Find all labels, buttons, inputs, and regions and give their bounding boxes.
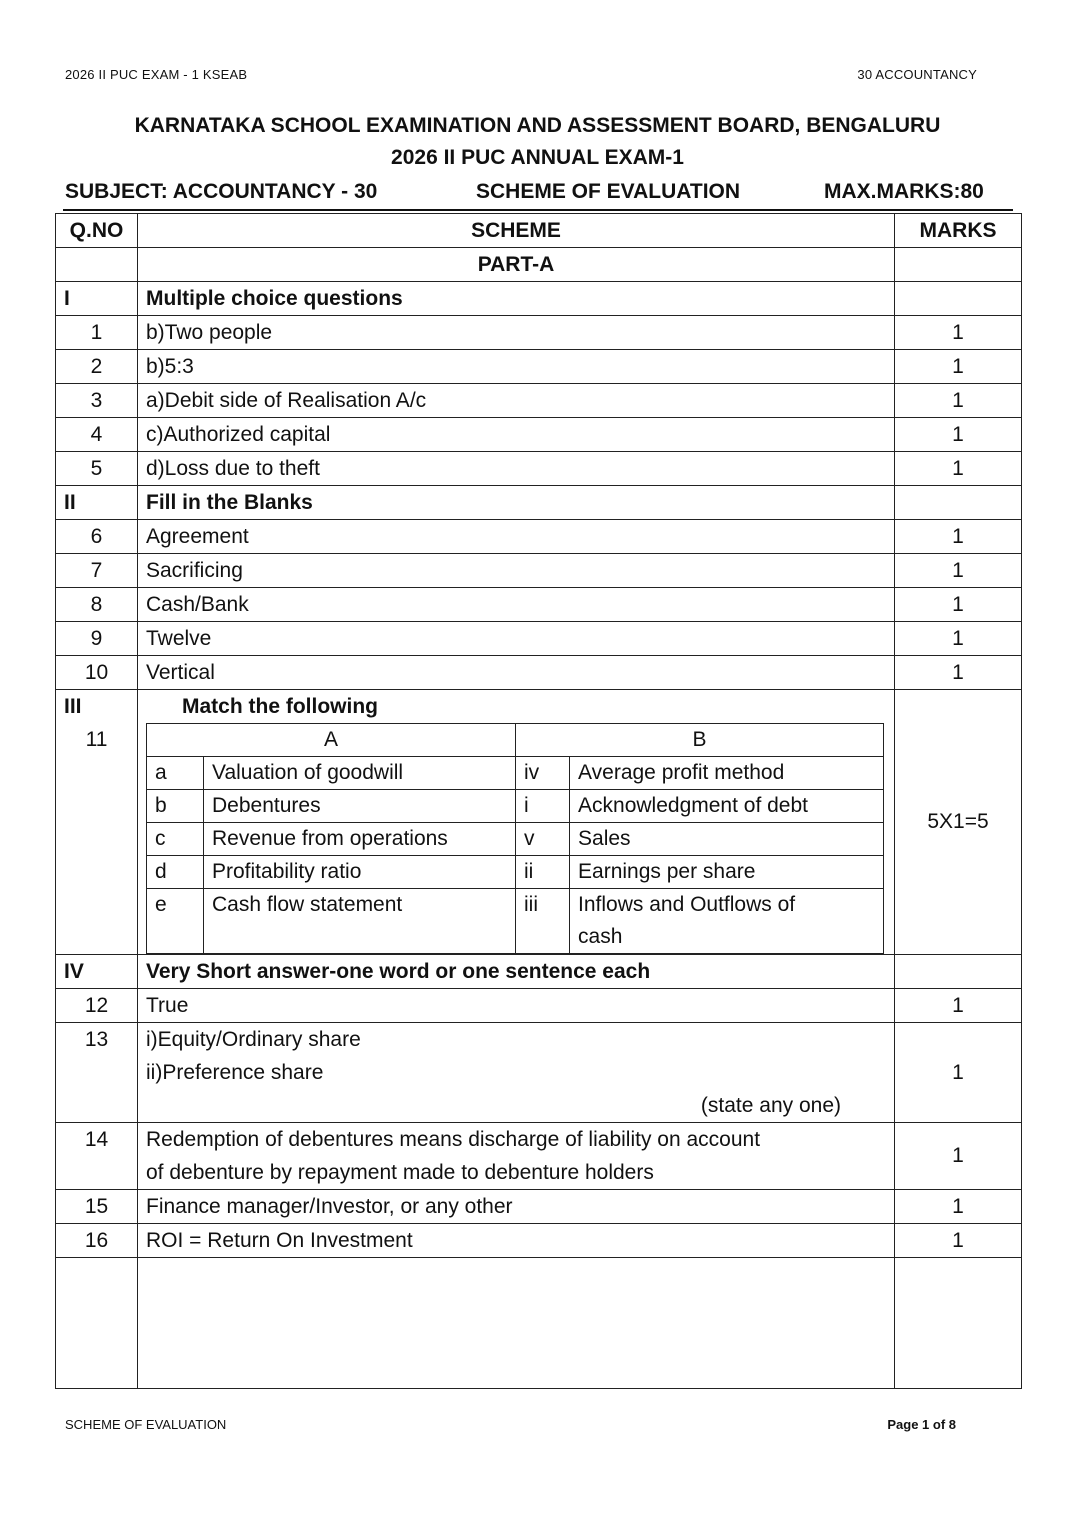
exam-title: 2026 II PUC ANNUAL EXAM-1 [391,146,684,169]
column-a-header: A [147,724,516,757]
subject-label: SUBJECT: ACCOUNTANCY - 30 [65,180,378,203]
question-number: 8 [56,588,138,622]
section-title: Match the following [182,695,378,718]
section-number: IV [56,955,138,989]
table-row [56,520,1022,554]
question-number: 2 [56,350,138,384]
question-number: 11 [85,728,108,751]
item-b: Acknowledgment of debt [570,790,884,823]
subject-underline [63,209,1013,211]
table-row [56,350,1022,384]
marks-value: 1 [895,418,1022,452]
numeral-b: iv [516,757,570,790]
marks-value: 1 [895,452,1022,486]
question-number: 4 [56,418,138,452]
table-row [56,418,1022,452]
max-marks-label: MAX.MARKS:80 [824,180,984,203]
letter-a: d [147,856,204,889]
letter-a: e [147,889,204,954]
item-a: Cash flow statement [204,889,516,954]
marks-value: 1 [895,384,1022,418]
section-title: Multiple choice questions [138,282,895,316]
table-row [56,656,1022,690]
numeral-b: ii [516,856,570,889]
letter-a: a [147,757,204,790]
answer-text: Agreement [138,520,895,554]
answer-text: b)Two people [138,316,895,350]
item-a: Debentures [204,790,516,823]
part-row [56,248,1022,282]
question-number: 14 [56,1123,138,1190]
table-header-row [56,214,1022,248]
section-title: Very Short answer-one word or one sentence each [138,955,895,989]
answer-line: of debenture by repayment made to debenture holders [146,1161,654,1184]
item-b: Average profit method [570,757,884,790]
marks-value: 1 [895,554,1022,588]
marks-value: 1 [895,989,1022,1023]
marks-value: 1 [895,1123,1022,1190]
question-number: 13 [56,1023,138,1123]
page-header-right: 30 ACCOUNTANCY [857,67,977,82]
answer-text: Vertical [138,656,895,690]
answer-text: Finance manager/Investor, or any other [138,1190,895,1224]
answer-text: a)Debit side of Realisation A/c [138,384,895,418]
table-row [56,1224,1022,1258]
letter-a: c [147,823,204,856]
table-row [56,588,1022,622]
question-number: 6 [56,520,138,554]
answer-note: (state any one) [700,1094,841,1117]
answer-line: i)Equity/Ordinary share [146,1028,361,1051]
numeral-b: v [516,823,570,856]
board-title: KARNATAKA SCHOOL EXAMINATION AND ASSESSMENT BOARD, BENGALURU [134,114,941,137]
question-number: 3 [56,384,138,418]
table-row [56,554,1022,588]
item-b-multiline [570,889,884,954]
question-number: 15 [56,1190,138,1224]
table-row [56,452,1022,486]
marks-value: 1 [895,656,1022,690]
answer-text: True [138,989,895,1023]
section-number: I [56,282,138,316]
match-row [147,889,884,954]
header-qno: Q.NO [56,214,138,248]
table-row [56,989,1022,1023]
numeral-b: iii [516,889,570,954]
section-number: III [64,695,82,718]
match-table [146,723,884,954]
part-label: PART-A [138,248,895,282]
marks-value: 1 [895,316,1022,350]
match-row [147,790,884,823]
item-b: Sales [570,823,884,856]
header-scheme: SCHEME [138,214,895,248]
marks-value: 1 [895,350,1022,384]
question-number: 7 [56,554,138,588]
question-number: 16 [56,1224,138,1258]
answer-text: d)Loss due to theft [138,452,895,486]
match-row [147,823,884,856]
item-a: Profitability ratio [204,856,516,889]
marks-value: 1 [895,588,1022,622]
evaluation-table [55,213,1022,1389]
answer-text: c)Authorized capital [138,418,895,452]
answer-line: Redemption of debentures means discharge of liability on account [146,1128,761,1151]
answer-text: Sacrificing [138,554,895,588]
question-number: 5 [56,452,138,486]
question-number: 1 [56,316,138,350]
answer-cell [138,1023,895,1123]
item-a: Valuation of goodwill [204,757,516,790]
section-row [56,486,1022,520]
marks-value: 1 [895,520,1022,554]
section-number: II [56,486,138,520]
match-section-row [56,690,1022,955]
item-b-line2: cash [578,925,623,948]
answer-cell [138,1123,895,1190]
match-row [147,856,884,889]
column-b-header: B [516,724,884,757]
section-number-cell [56,690,138,955]
numeral-b: i [516,790,570,823]
table-row [56,1023,1022,1123]
table-row [56,1190,1022,1224]
marks-value: 1 [895,622,1022,656]
match-cell [138,690,895,955]
question-number: 10 [56,656,138,690]
marks-value: 1 [895,1190,1022,1224]
page-number: Page 1 of 8 [887,1417,956,1432]
letter-a: b [147,790,204,823]
section-row [56,955,1022,989]
marks-value: 5X1=5 [895,690,1022,955]
question-number: 9 [56,622,138,656]
header-marks: MARKS [895,214,1022,248]
scheme-label: SCHEME OF EVALUATION [476,180,741,203]
empty-row [56,1258,1022,1389]
answer-text: b)5:3 [138,350,895,384]
item-a: Revenue from operations [204,823,516,856]
item-b: Earnings per share [570,856,884,889]
answer-text: Cash/Bank [138,588,895,622]
table-row [56,1123,1022,1190]
section-row [56,282,1022,316]
marks-value: 1 [895,1224,1022,1258]
match-row [147,757,884,790]
page-header-left: 2026 II PUC EXAM - 1 KSEAB [65,67,248,82]
match-header-row [147,724,884,757]
answer-text: Twelve [138,622,895,656]
table-row [56,316,1022,350]
table-row [56,384,1022,418]
answer-text: ROI = Return On Investment [138,1224,895,1258]
item-b-line1: Inflows and Outflows of [578,893,796,916]
question-number: 12 [56,989,138,1023]
footer-left: SCHEME OF EVALUATION [65,1417,227,1432]
table-row [56,622,1022,656]
answer-line: ii)Preference share [146,1061,324,1084]
section-title: Fill in the Blanks [138,486,895,520]
marks-value: 1 [895,1023,1022,1123]
